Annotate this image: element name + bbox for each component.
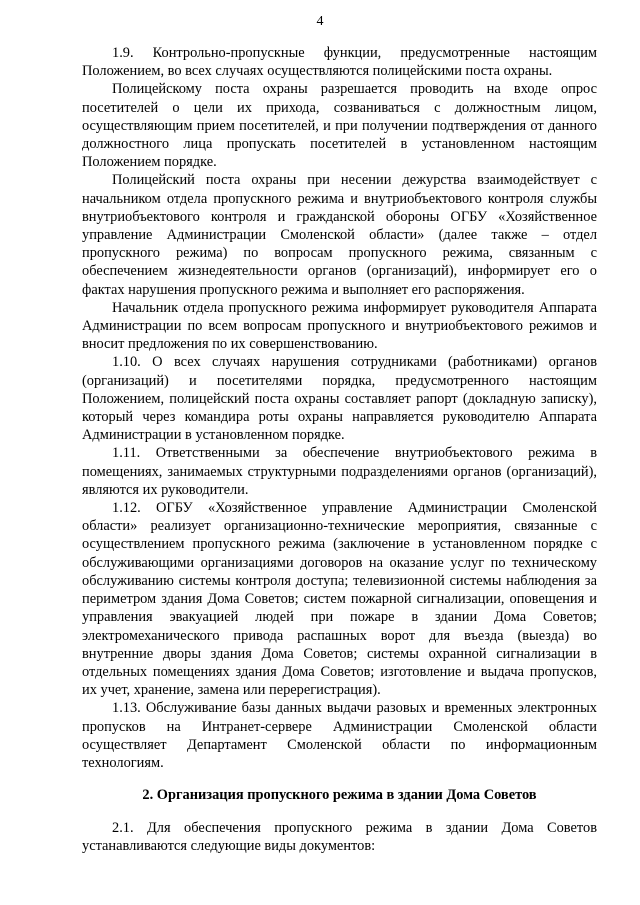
paragraph-1-13: 1.13. Обслуживание базы данных выдачи разовых и временных электронных пропусков на Интранет-сервере Администрации Смоленской области осуществляет Департамент Смоленской области по информационным технологиям. <box>82 700 597 771</box>
paragraph-2-1: 2.1. Для обеспечения пропускного режима в здании Дома Советов устанавливаются следующие виды документов: <box>82 820 597 855</box>
paragraph-1-9: 1.9. Контрольно-пропускные функции, предусмотренные настоящим Положением, во всех случаях осуществляются полицейскими поста охраны. <box>82 45 597 80</box>
document-body <box>82 44 597 856</box>
paragraph-head-informs: Начальник отдела пропускного режима информирует руководителя Аппарата Администрации по всем вопросам пропускного и внутриобъектового режимов и вносит предложения по их совершенствованию. <box>82 299 597 353</box>
paragraph-interaction: Полицейский поста охраны при несении дежурства взаимодействует с начальником отдела пропускного режима и внутриобъектового контроля службы внутриобъектового контроля и гражданской обороны ОГБУ «Хозяйственное управление Администрации Смоленской области» (далее также – отдел пропускного режима) по вопросам пропускного режима, связанным с обеспечением жизнедеятельности органов (организаций), информирует его о фактах нарушения пропускного режима и выполняет его распоряжения. <box>82 172 597 298</box>
paragraph-1-10: 1.10. О всех случаях нарушения сотрудниками (работниками) органов (организаций) и посетителями порядка, предусмотренного настоящим Положением, полицейский поста охраны составляет рапорт (докладную записку), который через командира роты охраны направляется руководителю Аппарата Администрации в установленном порядке. <box>82 354 597 444</box>
paragraph-1-12: 1.12. ОГБУ «Хозяйственное управление Администрации Смоленской области» реализует организационно-технические мероприятия, связанные с осуществлением пропускного режима (заключение в установленном порядке с обслуживающими организациями договоров на оказание услуг по техническому обслуживанию системы контроля доступа; телевизионной системы наблюдения за периметром здания Дома Советов; систем пожарной сигнализации, оповещения и управления эвакуацией людей при пожаре в здании Дома Советов; электромеханического привода распашных ворот для въезда (выезда) во внутренние дворы здания Дома Советов; системы охранной сигнализации в отдельных помещениях здания Дома Советов; изготовление и выдача пропусков, их учет, хранение, замена или перерегистрация). <box>82 500 597 699</box>
section-2-heading: 2. Организация пропускного режима в здании Дома Советов <box>142 787 537 804</box>
page-number: 4 <box>316 14 324 29</box>
paragraph-visitor-inquiry: Полицейскому поста охраны разрешается проводить на входе опрос посетителей о цели их прихода, созваниваться с должностным лицом, осуществляющим прием посетителей, и при получении подтверждения от данного должностного лица пропускать посетителей в установленном настоящим Положением порядке. <box>82 81 597 171</box>
paragraph-1-11: 1.11. Ответственными за обеспечение внутриобъектового режима в помещениях, занимаемых структурными подразделениями органов (организаций), являются их руководители. <box>82 445 597 498</box>
